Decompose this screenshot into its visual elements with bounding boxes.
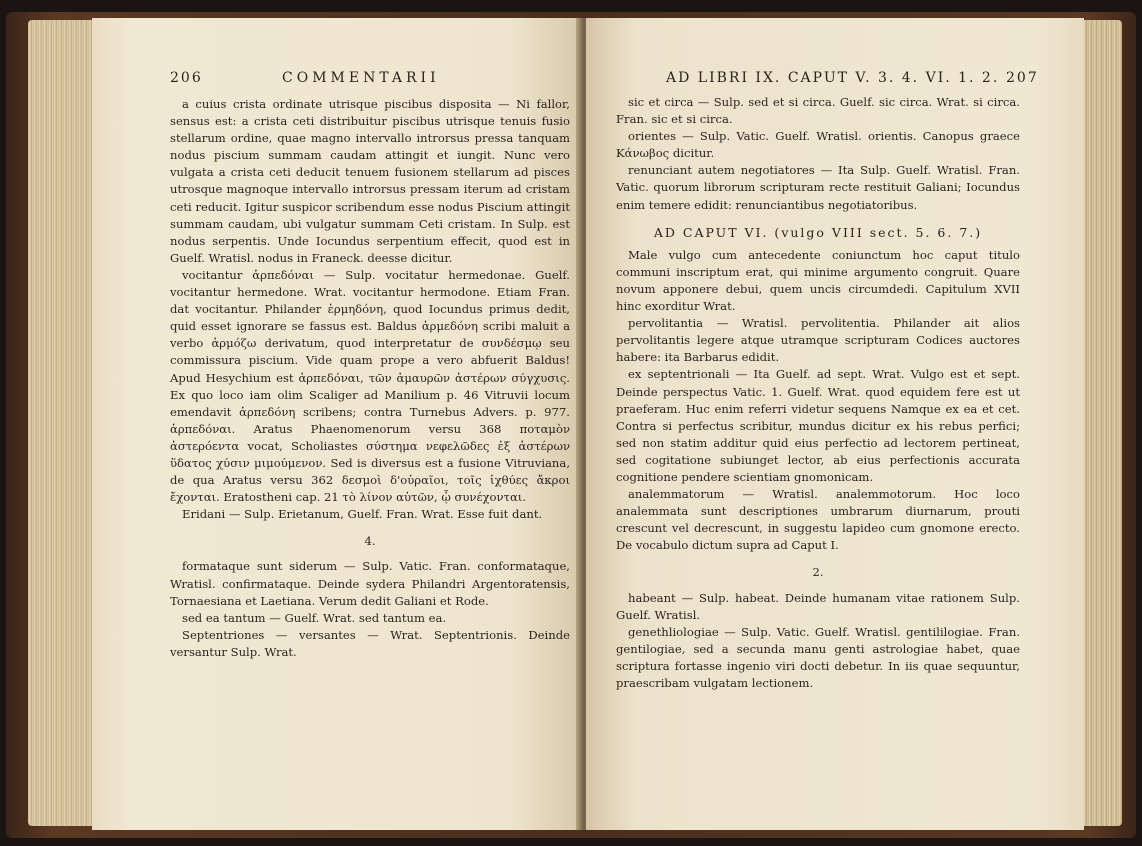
paragraph: orientes — Sulp. Vatic. Guelf. Wratisl. orientis. Canopus graece Κάνωβος dicitur. [616, 129, 1020, 161]
paragraph: pervolitantia — Wratisl. pervolitentia. Philander ait alios pervolitantis legere atque utramque scripturam Codices auctores habere: ita Barbarus edidit. [616, 316, 1020, 365]
paragraph: formataque sunt siderum — Sulp. Vatic. Fran. conformataque, Wratisl. confirmataque. Deinde sydera Philandri Argentoratensis, Tornaesiana et Laetiana. Verum dedit Galiani et Rode. [170, 559, 570, 608]
paragraph: Male vulgo cum antecedente coniunctum hoc caput titulo communi inscriptum erat, qui minime argumento congruit. Quare novum apponere debui, quem uncis circumdedi. Capitulum XVII hinc exorditur Wrat. [616, 247, 1020, 314]
paragraph: habeant — Sulp. habeat. Deinde humanam vitae rationem Sulp. Guelf. Wratisl. [616, 590, 1020, 622]
section-heading: AD CAPUT VI. (vulgo VIII sect. 5. 6. 7.) [653, 224, 983, 240]
paragraph: Septentriones — versantes — Wrat. Septentrionis. Deinde versantur Sulp. Wrat. [170, 627, 570, 659]
page-number-left: 206 [170, 70, 203, 86]
paragraph: renunciant autem negotiatores — Ita Sulp. Guelf. Wratisl. Fran. Vatic. quorum librorum scripturam recte restituit Galiani; Iocundus enim temere edidit: renunciantibus negotiatoribus. [616, 163, 1020, 212]
section-number: 4. [364, 534, 376, 549]
paragraph: analemmatorum — Wratisl. analemmotorum. Hoc loco analemmata sunt descriptiones umbrarum diurnarum, prouti crescunt vel decrescunt, in suggestu lapideo cum gnomone erecto. De vocabulo dictum supra ad Caput I. [616, 487, 1020, 553]
paragraph: genethliologiae — Sulp. Vatic. Guelf. Wratisl. gentililogiae. Fran. gentilogiae, sed a secunda manu genti astrologiae habet, quae scriptura fortasse ingenio viri docti debetur. In iis quae sequuntur, praescribam vulgatam lectionem. [616, 624, 1020, 690]
paragraph: ex septentrionali — Ita Guelf. ad sept. Wrat. Vulgo est et sept. Deinde perspectus Vatic. 1. Guelf. Wrat. quod equidem fere est ut praeferam. Huc enim referri videtur sequens Namque ex ea et cet. Contra si perfectus scribitur, mundus dicitur ex his rebus perfici; sed non statim additur quid eius perfectio ad lectorem pertineat, sed cogitatione subiunget lector, ab eius perfectionis accurata cognitione pendere scientiam gnomonicam. [616, 367, 1020, 484]
paragraph: Eridani — Sulp. Erietanum, Guelf. Fran. Wrat. Esse fuit dant. [182, 507, 543, 522]
left-page [92, 18, 580, 830]
section-number: 2. [812, 565, 824, 580]
left-page-body [170, 96, 570, 661]
right-page-body [616, 94, 1020, 692]
running-head-left: COMMENTARII [282, 70, 440, 86]
paragraph: sed ea tantum — Guelf. Wrat. sed tantum ea. [182, 610, 447, 625]
paragraph: vocitantur ἁρπεδόναι — Sulp. vocitatur hermedonae. Guelf. vocitantur hermedone. Wrat. vocitantur hermodone. Etiam Fran. dat vocitantur. Philander ἑρμηδόνη, quod Iocundus primus dedit, quid esset ignorare se fassus est. Baldus ἁρμεδόνη scribi maluit a verbo ἁρμόζω derivatum, quod interpretatur de συνδέσμῳ seu commissura piscium. Vide quam prope a vero abfuerit Baldus! Apud Hesychium est ἁρπεδόναι, τῶν ἀμαυρῶν ἀστέρων σύγχυσις. Ex quo loco iam olim Scaliger ad Manilium p. 46 Vitruvii locum emendavit ἁρπεδόνη scribens; contra Turnebus Advers. p. 977. ἁρπεδόναι. Aratus Phaenomenorum versu 368 ποταμὸν ἀστερόεντα vocat, Scholiastes σύστημα νεφελῶδες ἐξ ἀστέρων ὕδατος χύσιν μιμούμενον. Sed is diversus est a fusione Vitruviana, de qua Aratus versu 362 δεσμοὶ δ'οὐραῖοι, τοῖς ἰχθύες ἄκροι ἔχονται. Eratostheni cap. 21 τὸ λίνον αὐτῶν, ᾧ συνέχονται. [170, 267, 570, 505]
page-number-right: 207 [1006, 70, 1039, 86]
paragraph: a cuius crista ordinate utrisque piscibus disposita — Ni fallor, sensus est: a crista ceti distribuitur piscibus utrisque tenuis fusio stellarum ordine, quae magno intervallo introrsus pressa tanquam nodus piscium summam caudam attingit et iungit. Nunc vero vulgata a crista ceti deducit tenuem fusionem stellarum ad pisces utrosque magnoque intervallo introrsus pressam iterum ad cristam ceti reducit. Igitur suspicor scribendum esse nodus Piscium attingit summam caudam, ubi vulgatur summam Ceti cristam. In Sulp. est nodus serpentis. Unde Iocundus serpentium effecit, quod est in Guelf. Wratisl. nodus in Franeck. deesse dicitur. [170, 97, 570, 265]
page-edges-right [1078, 20, 1122, 826]
paragraph: sic et circa — Sulp. sed et si circa. Guelf. sic circa. Wrat. si circa. Fran. sic et si circa. [616, 95, 1020, 127]
running-head-right: AD LIBRI IX. CAPUT V. 3. 4. VI. 1. 2. [666, 70, 1000, 86]
right-page [586, 18, 1084, 830]
page-edges-left [28, 20, 98, 826]
